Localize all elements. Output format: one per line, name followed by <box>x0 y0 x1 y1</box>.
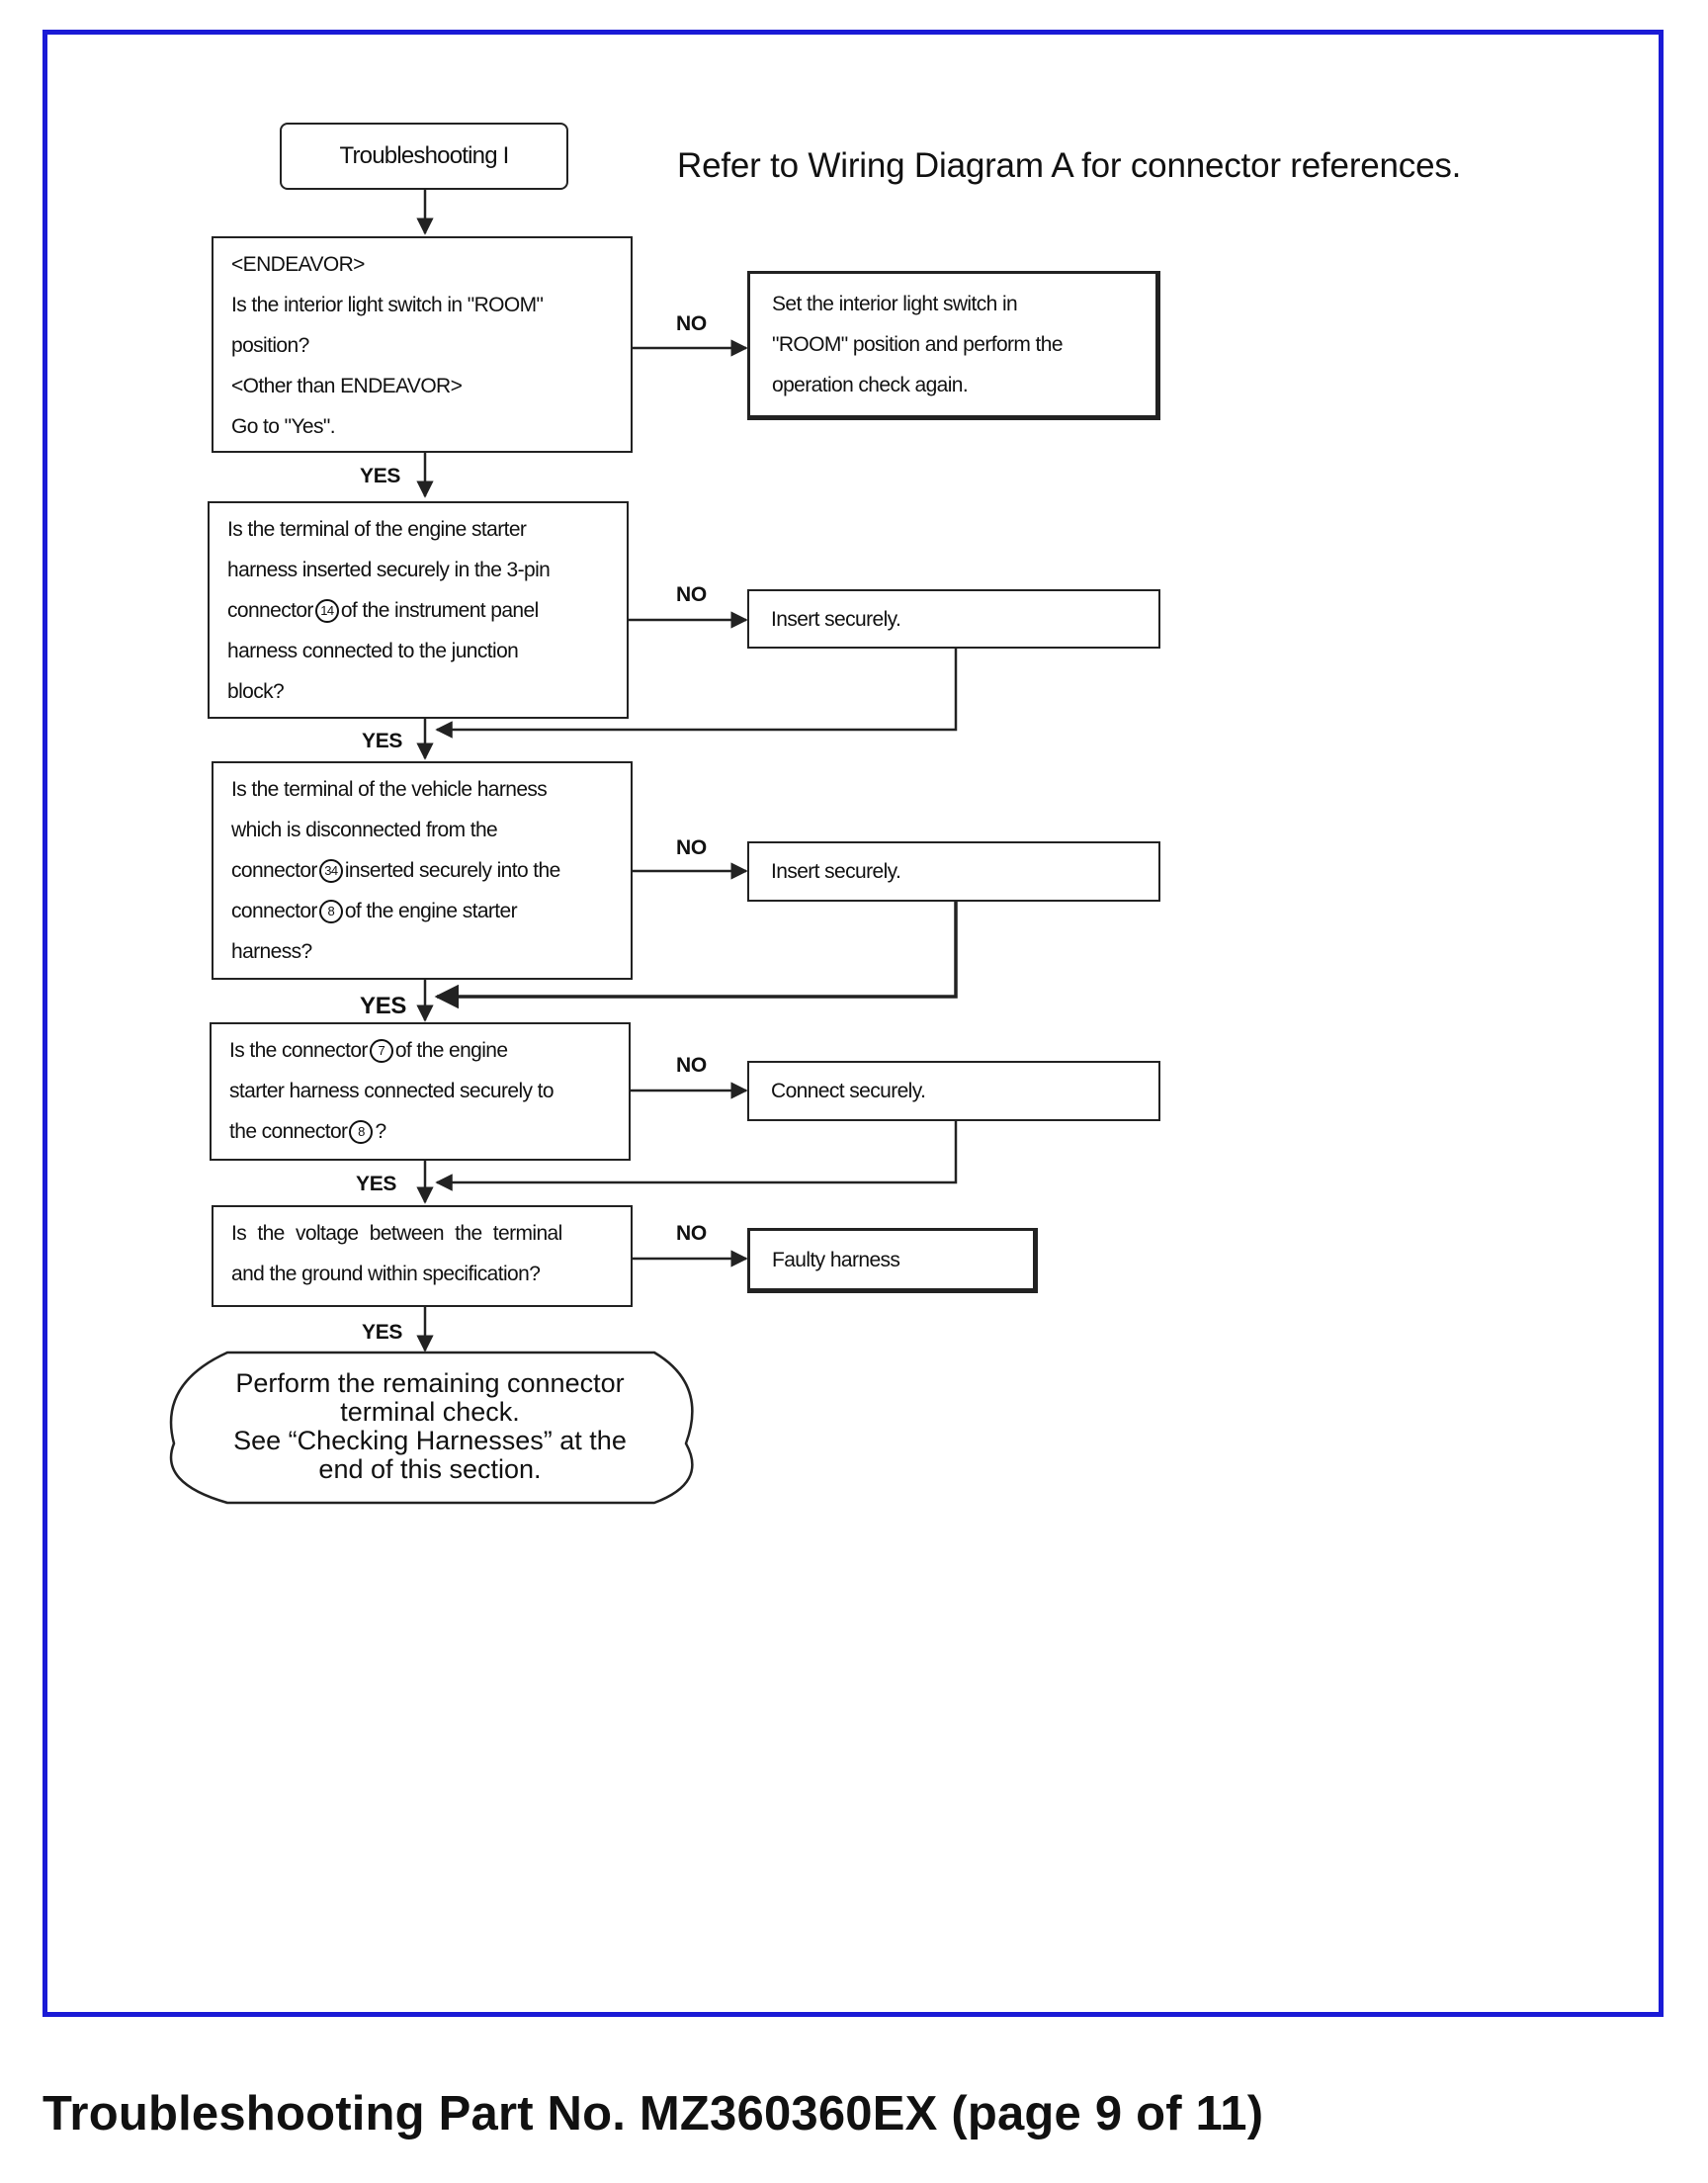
question-line: harness connected to the junction <box>227 640 519 662</box>
step5-no-label: NO <box>676 1222 707 1245</box>
question-line <box>229 1111 613 1152</box>
question-line-part: ? <box>375 1120 386 1143</box>
question-line-part: inserted securely into the <box>344 859 560 882</box>
step5-action <box>747 1228 1038 1293</box>
step2-action <box>747 589 1160 649</box>
step4-yes-label: YES <box>356 1173 397 1195</box>
question-line: which is disconnected from the <box>231 819 498 841</box>
question-line: <Other than ENDEAVOR> <box>231 375 463 397</box>
page-footer-title: Troubleshooting Part No. MZ360360EX (page 9 of 11) <box>43 2087 1264 2140</box>
step2-question <box>208 501 629 719</box>
question-line <box>227 590 611 631</box>
end-terminal-text <box>178 1369 682 1484</box>
step2-yes-label: YES <box>362 730 403 752</box>
question-line-part: the connector <box>229 1120 348 1143</box>
action-line: Insert securely. <box>771 860 901 883</box>
step1-yes-label: YES <box>360 465 401 487</box>
action-line: "ROOM" position and perform the <box>772 333 1063 356</box>
question-line-part: connector <box>231 859 317 882</box>
step5-question <box>212 1205 633 1307</box>
question-line: block? <box>227 680 285 703</box>
question-line-part: connector <box>227 599 313 622</box>
reference-note: Refer to Wiring Diagram A for connector references. <box>677 146 1462 185</box>
question-line-part: of the engine starter <box>344 900 518 922</box>
step4-no-label: NO <box>676 1054 707 1077</box>
question-line: Is the interior light switch in "ROOM" <box>231 294 544 316</box>
step4-question <box>210 1022 631 1161</box>
connector-7-ref: 7 <box>370 1039 393 1063</box>
step3-question <box>212 761 633 980</box>
question-line-part: Is the connector <box>229 1039 368 1062</box>
step3-yes-label: YES <box>360 993 407 1019</box>
step1-no-label: NO <box>676 312 707 335</box>
question-line: Is the voltage between the terminal <box>231 1222 562 1245</box>
question-line: Go to "Yes". <box>231 415 335 438</box>
action-line: Faulty harness <box>772 1248 900 1271</box>
question-line <box>229 1030 613 1071</box>
question-line-part: of the engine <box>394 1039 508 1062</box>
start-box <box>280 123 568 190</box>
action-line: operation check again. <box>772 374 969 396</box>
question-line: starter harness connected securely to <box>229 1080 554 1102</box>
step4-action <box>747 1061 1160 1121</box>
question-line: Is the terminal of the engine starter <box>227 518 527 541</box>
connector-8-ref: 8 <box>349 1120 373 1144</box>
connector-34-ref: 34 <box>319 859 343 883</box>
question-line: and the ground within specification? <box>231 1263 541 1285</box>
question-line <box>231 891 615 931</box>
question-line-part: connector <box>231 900 317 922</box>
step3-action <box>747 841 1160 902</box>
end-line: See “Checking Harnesses” at the <box>233 1426 627 1455</box>
question-line: Is the terminal of the vehicle harness <box>231 778 548 801</box>
question-line: harness? <box>231 940 312 963</box>
step1-action <box>747 271 1160 420</box>
step3-no-label: NO <box>676 836 707 859</box>
step1-question <box>212 236 633 453</box>
question-line: harness inserted securely in the 3-pin <box>227 559 551 581</box>
action-line: Set the interior light switch in <box>772 293 1018 315</box>
question-line: position? <box>231 334 309 357</box>
start-label: Troubleshooting I <box>339 142 509 169</box>
question-line: <ENDEAVOR> <box>231 253 365 276</box>
step2-no-label: NO <box>676 583 707 606</box>
end-line: end of this section. <box>318 1454 542 1484</box>
action-line: Connect securely. <box>771 1080 926 1102</box>
end-line: Perform the remaining connector <box>235 1368 625 1398</box>
action-line: Insert securely. <box>771 607 901 631</box>
question-line-part: of the instrument panel <box>340 599 539 622</box>
end-line: terminal check. <box>340 1397 520 1427</box>
step5-yes-label: YES <box>362 1321 403 1344</box>
connector-14-ref: 14 <box>315 599 339 623</box>
question-line <box>231 850 615 891</box>
connector-8-ref: 8 <box>319 900 343 923</box>
